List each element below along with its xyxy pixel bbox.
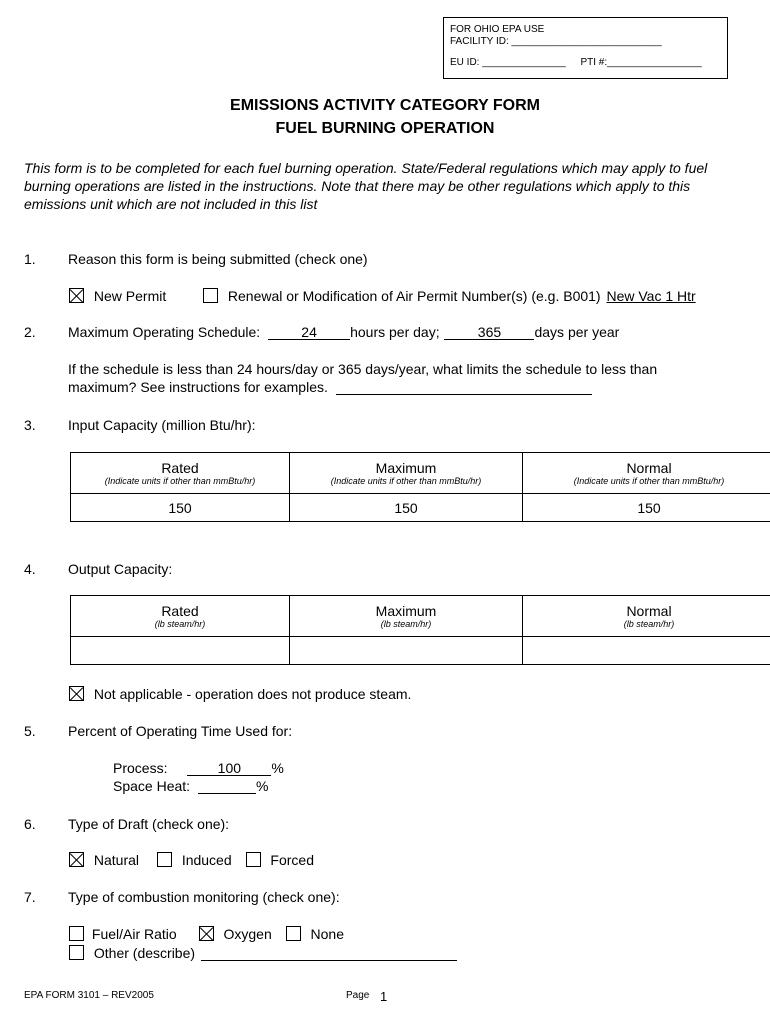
induced-label: Induced [181,852,232,868]
space-heat-percent-field[interactable] [198,778,256,794]
oxygen-label: Oxygen [223,926,272,942]
q6-number: 6. [24,816,36,832]
schedule-limit-field[interactable] [336,379,592,395]
output-maximum-header: Maximum (lb steam/hr) [290,596,523,637]
hours-suffix: hours per day; [350,324,440,340]
input-rated-header: Rated (Indicate units if other than mmBtu/hr) [71,453,290,494]
input-rated-value[interactable]: 150 [71,494,290,522]
renewal-checkbox[interactable] [203,288,218,303]
input-maximum-header: Maximum (Indicate units if other than mmBtu/hr) [290,453,523,494]
fuel-air-ratio-label: Fuel/Air Ratio [91,926,177,942]
q7-text: Type of combustion monitoring (check one): [68,889,340,905]
output-maximum-value[interactable] [290,637,523,665]
q4-na-option [69,686,411,702]
other-label: Other (describe) [93,945,196,961]
hours-per-day-field[interactable]: 24 [268,324,350,340]
pti-field[interactable]: PTI #:_________________ [580,57,702,68]
q1-number: 1. [24,251,36,267]
draft-options [69,852,314,868]
fuel-air-ratio-checkbox[interactable] [69,926,84,941]
space-heat-line [113,778,268,794]
output-rated-value[interactable] [71,637,290,665]
q2-schedule-line [68,324,619,340]
oxygen-checkbox[interactable] [199,926,214,941]
other-option [69,945,457,961]
q1-renewal-option [203,288,696,304]
form-subtitle: FUEL BURNING OPERATION [275,120,495,137]
q5-number: 5. [24,723,36,739]
other-describe-field[interactable] [201,945,457,961]
facility-id-field[interactable]: FACILITY ID: ___________________________ [450,36,662,47]
not-applicable-label: Not applicable - operation does not produce steam. [93,686,412,702]
not-applicable-checkbox[interactable] [69,686,84,701]
q1-options [69,288,166,304]
q2-follow-line1: If the schedule is less than 24 hours/day or 365 days/year, what limits the schedule to less than [68,361,658,377]
eu-id-field[interactable]: EU ID: _______________ [450,57,566,68]
output-capacity-table [70,595,770,665]
renewal-label: Renewal or Modification of Air Permit Number(s) (e.g. B001) [227,288,601,304]
none-label: None [310,926,344,942]
q7-number: 7. [24,889,36,905]
monitoring-options [69,926,344,942]
induced-checkbox[interactable] [157,852,172,867]
q4-text: Output Capacity: [68,561,173,577]
input-maximum-value[interactable]: 150 [290,494,523,522]
process-label: Process: [113,760,168,776]
space-heat-label: Space Heat: [113,778,191,794]
q3-text: Input Capacity (million Btu/hr): [68,417,256,433]
new-permit-checkbox[interactable] [69,288,84,303]
input-capacity-table [70,452,770,522]
output-normal-value[interactable] [523,637,770,665]
days-suffix: days per year [534,324,620,340]
q2-number: 2. [24,324,36,340]
q2-follow-line2 [68,379,592,395]
process-line [113,760,284,776]
process-percent-sign: % [271,760,284,776]
input-normal-header: Normal (Indicate units if other than mmBtu/hr) [523,453,770,494]
q1-text: Reason this form is being submitted (check one) [68,251,368,267]
days-per-year-field[interactable]: 365 [444,324,534,340]
page-label: Page [346,990,370,1001]
process-percent-field[interactable]: 100 [187,760,271,776]
natural-label: Natural [93,852,140,868]
permit-number-value[interactable]: New Vac 1 Htr [606,288,696,304]
other-checkbox[interactable] [69,945,84,960]
input-normal-value[interactable]: 150 [523,494,770,522]
epa-use-box [443,17,728,79]
q6-text: Type of Draft (check one): [68,816,230,832]
intro-paragraph: This form is to be completed for each fuel burning operation. State/Federal regulations which may apply to fuel burning operations are listed in the instructions. Note that there may be other regulations which apply to this emissions unit which are not included in this list [24,160,708,212]
q5-text: Percent of Operating Time Used for: [68,723,293,739]
q2-label: Maximum Operating Schedule: [68,324,261,340]
forced-label: Forced [270,852,314,868]
q2-follow-text: maximum? See instructions for examples. [68,379,328,395]
output-rated-header: Rated (lb steam/hr) [71,596,290,637]
new-permit-label: New Permit [93,288,167,304]
epa-use-label: FOR OHIO EPA USE [450,24,545,35]
page-number: 1 [380,989,388,1004]
q3-number: 3. [24,417,36,433]
q4-number: 4. [24,561,36,577]
form-title: EMISSIONS ACTIVITY CATEGORY FORM [230,97,540,114]
natural-checkbox[interactable] [69,852,84,867]
output-normal-header: Normal (lb steam/hr) [523,596,770,637]
form-id: EPA FORM 3101 – REV2005 [24,990,154,1001]
forced-checkbox[interactable] [246,852,261,867]
none-checkbox[interactable] [286,926,301,941]
space-heat-percent-sign: % [255,778,269,794]
